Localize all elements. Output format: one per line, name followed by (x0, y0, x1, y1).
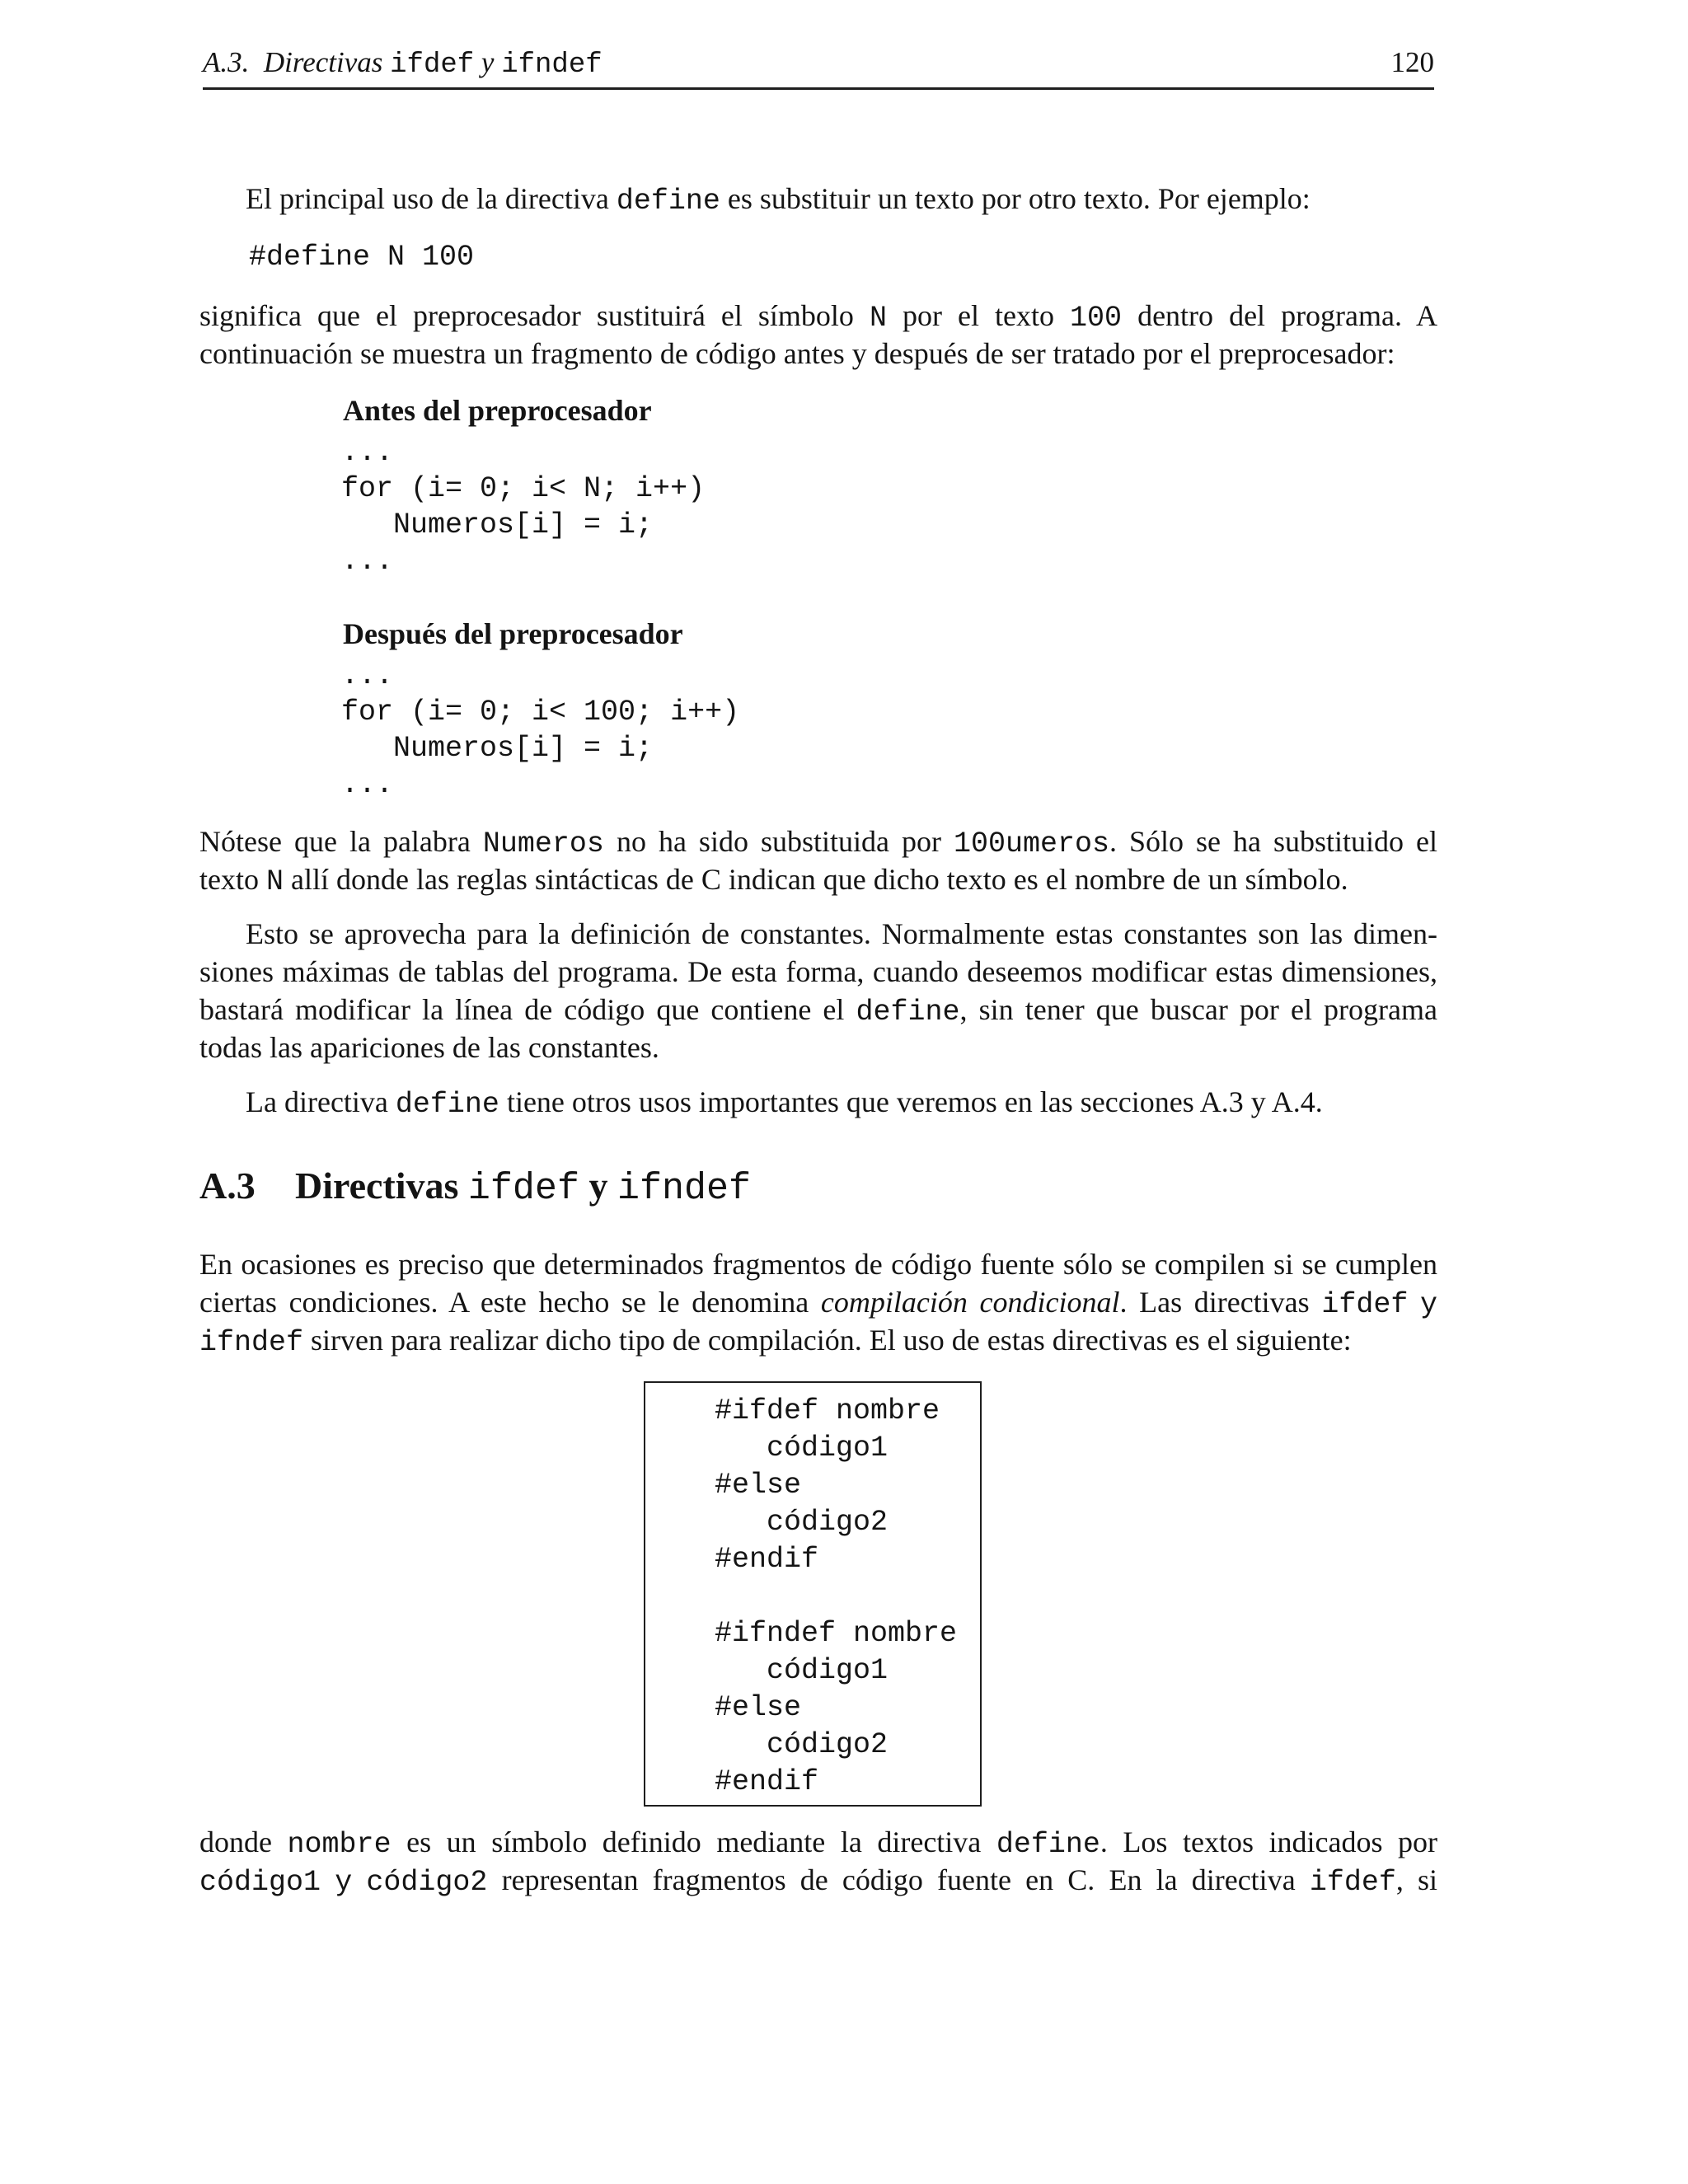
syntax-code-line: código2 (715, 1506, 889, 1539)
syntax-code-line: #ifndef nombre (715, 1617, 958, 1650)
before-code-line: Numeros[i] = i; (341, 509, 654, 541)
paragraph-conditional-line2: ciertas condiciones. A este hecho se le denomina compilación condicional. Las directivas ifdef y (199, 1286, 1437, 1321)
before-code-line: ... (341, 436, 394, 469)
syntax-code-line: código2 (715, 1728, 889, 1761)
paragraph-conditional-line1: En ocasiones es preciso que determinados fragmentos de código fuente sólo se compilen si se cumplen (199, 1248, 1437, 1281)
before-code-line: ... (341, 545, 394, 578)
paragraph-constants-line2: siones máximas de tablas del programa. De esta forma, cuando deseemos modificar estas dimensiones, (199, 955, 1437, 988)
paragraph-note-line2: texto N allí donde las reglas sintácticas de C indican que dicho texto es el nombre de un símbolo. (199, 863, 1348, 898)
paragraph-substitution-line2: continuación se muestra un fragmento de código antes y después de ser tratado por el preprocesador: (199, 337, 1395, 370)
syntax-code-line: código1 (715, 1432, 889, 1465)
page-number: 120 (1390, 46, 1434, 78)
syntax-box (644, 1381, 982, 1807)
paragraph-constants-line3: bastará modificar la línea de código que contiene el define, sin tener que buscar por el programa (199, 993, 1437, 1029)
paragraph-explanation-line2: código1 y código2 representan fragmentos de código fuente en C. En la directiva ifdef, si (199, 1863, 1438, 1899)
before-code-line: for (i= 0; i< N; i++) (341, 472, 706, 505)
before-heading: Antes del preprocesador (343, 394, 652, 427)
after-code-line: ... (341, 659, 394, 692)
after-code-line: Numeros[i] = i; (341, 732, 654, 765)
syntax-code-line: #endif (715, 1543, 819, 1576)
running-header-title: A.3. Directivas ifdef y ifndef (203, 46, 603, 81)
syntax-code-line: #endif (715, 1765, 819, 1798)
syntax-code-line: #else (715, 1469, 802, 1502)
code-define-example: #define N 100 (249, 241, 475, 274)
syntax-code-line: código1 (715, 1654, 889, 1687)
paragraph-conditional-line3: ifndef sirven para realizar dicho tipo de compilación. El uso de estas directivas es el siguiente: (199, 1324, 1352, 1359)
paragraph-constants-line4: todas las apariciones de las constantes. (199, 1031, 659, 1064)
running-header (203, 41, 1434, 90)
section-heading: A.3 Directivas ifdef y ifndef (199, 1165, 751, 1210)
after-code-line: for (i= 0; i< 100; i++) (341, 696, 740, 729)
paragraph-other-uses: La directiva define tiene otros usos importantes que veremos en las secciones A.3 y A.4. (246, 1085, 1323, 1121)
syntax-code-line: #ifdef nombre (715, 1394, 940, 1427)
paragraph-constants-line1: Esto se aprovecha para la definición de constantes. Normalmente estas constantes son las dimen- (246, 917, 1437, 950)
syntax-code-line: #else (715, 1691, 802, 1724)
after-code-line: ... (341, 768, 394, 801)
paragraph-note-line1: Nótese que la palabra Numeros no ha sido substituida por 100umeros. Sólo se ha substituido el (199, 825, 1438, 860)
after-heading: Después del preprocesador (343, 617, 683, 650)
paragraph-explanation-line1: donde nombre es un símbolo definido mediante la directiva define. Los textos indicados por (199, 1825, 1438, 1861)
paragraph-intro: El principal uso de la directiva define es substituir un texto por otro texto. Por ejemplo: (246, 182, 1311, 218)
paragraph-substitution-line1: significa que el preprocesador sustituirá el símbolo N por el texto 100 dentro del programa. A (199, 299, 1438, 335)
